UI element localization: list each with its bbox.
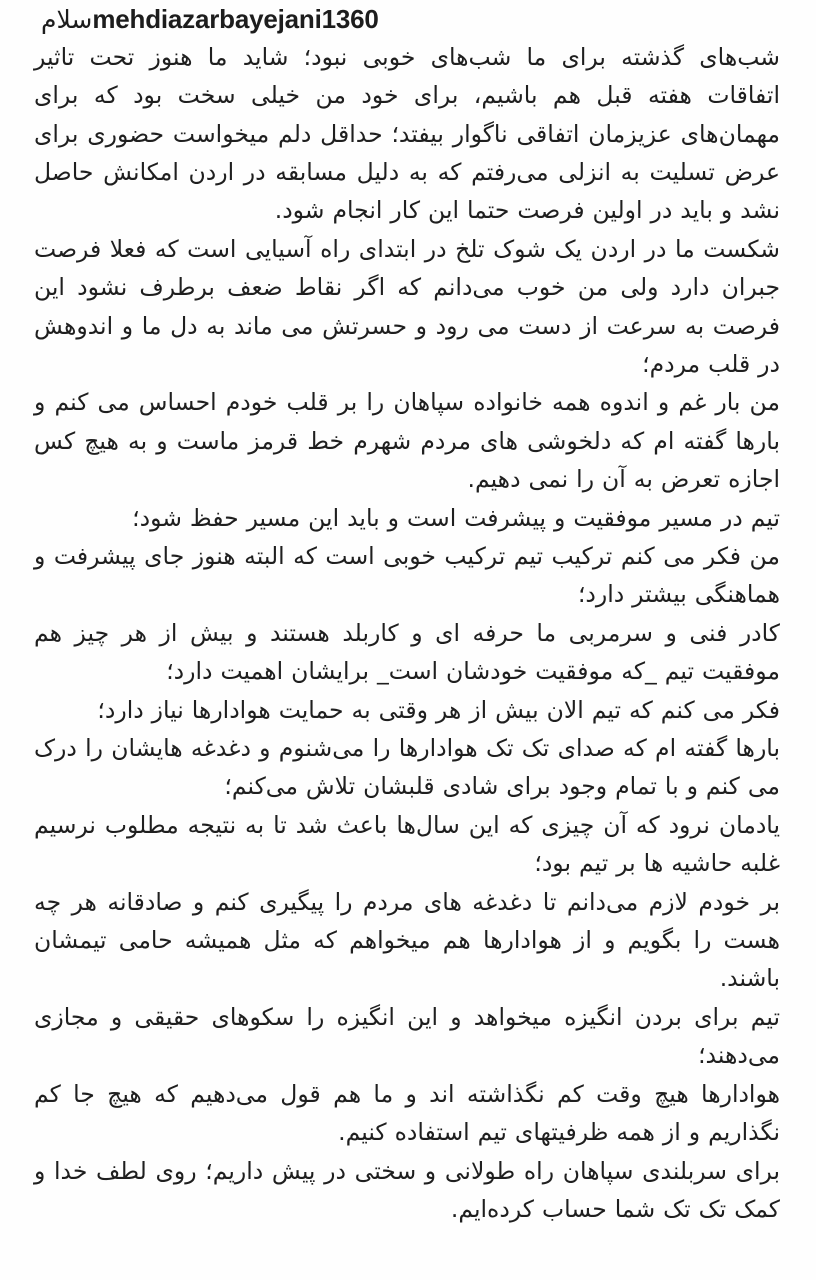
paragraph: یادمان نرود که آن چیزی که این سال‌ها باعث شد تا به نتیجه مطلوب نرسیم غلبه حاشیه ها بر تیم بود؛ [34, 810, 780, 878]
post-body [34, 38, 780, 1229]
paragraph: من فکر می کنم ترکیب تیم ترکیب خوبی است که البته هنوز جای پیشرفت و هماهنگی بیشتر دارد؛ [34, 542, 780, 609]
post-header [34, 4, 780, 38]
paragraph: تیم برای بردن انگیزه میخواهد و این انگیزه را سکوهای حقیقی و مجازی می‌دهند؛ [34, 1002, 780, 1070]
paragraph: برای سربلندی سپاهان راه طولانی و سختی در پیش داریم؛ روی لطف خدا و کمک تک تک شما حساب کرده‌ایم. [34, 1156, 780, 1223]
paragraph: شکست ما در اردن یک شوک تلخ در ابتدای راه آسیایی است که فعلا فرصت جبران دارد ولی من خوب می‌دانم که اگر نقاط ضعف برطرف نشود این فرصت به سرعت از دست می رود و حسرتش می ماند به دل ما و اندوهش در قلب مردم؛ [34, 234, 780, 378]
paragraph: بر خودم لازم می‌دانم تا دغدغه های مردم را پیگیری کنم و صادقانه هر چه هست را بگویم و از هوادارها هم میخواهم که مثل همیشه حامی تیمشان باشند. [34, 887, 780, 993]
paragraph: بارها گفته ام که صدای تک تک هوادارها را می‌شنوم و دغدغه هایشان را درک می کنم و با تمام وجود برای شادی قلبشان تلاش می‌کنم؛ [34, 734, 780, 801]
paragraph: هوادارها هیچ وقت کم نگذاشته اند و ما هم قول می‌دهیم که هیچ جا کم نگذاریم و از همه ظرفیتهای تیم استفاده کنیم. [34, 1079, 780, 1147]
greeting-text: سلام [41, 5, 93, 34]
paragraph: من بار غم و اندوه همه خانواده سپاهان را بر قلب خودم احساس می کنم و بارها گفته ام که دلخوشی های مردم شهرم خط قرمز ماست و به هیچ کس اجازه تعرض به آن را نمی دهیم. [34, 388, 780, 494]
author-username[interactable]: mehdiazarbayejani1360 [92, 4, 379, 34]
paragraph: تیم در مسیر موفقیت و پیشرفت است و باید این مسیر حفظ شود؛ [132, 503, 780, 532]
paragraph: فکر می کنم که تیم الان بیش از هر وقتی به حمایت هوادارها نیاز دارد؛ [97, 695, 780, 724]
paragraph: کادر فنی و سرمربی ما حرفه ای و کاربلد هستند و بیش از هر چیز هم موفقیت تیم _که موفقیت خودشان است_ برایشان اهمیت دارد؛ [34, 618, 780, 686]
paragraph: شب‌های گذشته برای ما شب‌های خوبی نبود؛ شاید ما هنوز تحت تاثیر اتفاقات هفته قبل هم باشیم، برای خود من خیلی سخت بود که برای مهمان‌های عزیزمان اتفاقی ناگوار بیفتد؛ حداقل دلم میخواست حضوری برای عرض تسلیت به انزلی می‌رفتم که به دلیل مسابقه در اردن امکانش حاصل نشد و باید در اولین فرصت حتما این کار انجام شود. [34, 42, 780, 225]
